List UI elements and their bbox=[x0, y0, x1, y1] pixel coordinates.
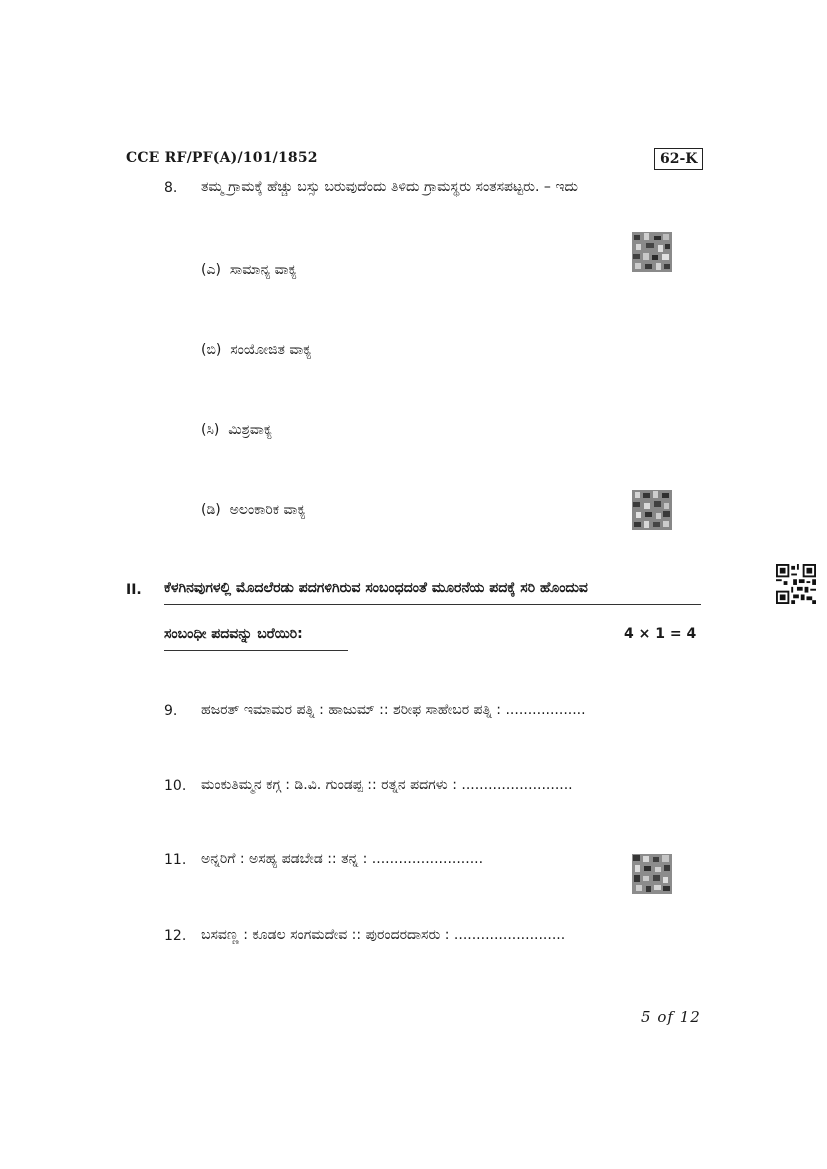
option-d-label: (ಡಿ) bbox=[201, 502, 221, 518]
page-total: 12 bbox=[679, 1008, 701, 1026]
qr-noise-pattern-3 bbox=[632, 854, 672, 894]
question-8-number: 8. bbox=[164, 180, 178, 196]
option-c-label: (ಸಿ) bbox=[201, 422, 220, 438]
section-2-underline-1 bbox=[164, 604, 701, 605]
option-b bbox=[201, 342, 312, 358]
option-d bbox=[201, 502, 306, 518]
option-a-label: (ಎ) bbox=[201, 262, 221, 278]
question-10-number: 10. bbox=[164, 778, 187, 794]
section-2-marks: 4 × 1 = 4 bbox=[624, 626, 697, 642]
question-12-number: 12. bbox=[164, 928, 187, 944]
page-number bbox=[641, 1008, 701, 1026]
section-2-numeral: II. bbox=[126, 582, 142, 598]
question-9-number: 9. bbox=[164, 703, 178, 719]
qr-noise-pattern-2 bbox=[632, 490, 672, 530]
question-10-text: ಮಂಕುತಿಮ್ಮನ ಕಗ್ಗ : ಡಿ.ವಿ. ಗುಂಡಪ್ಪ :: ರತ್ನನ ಪದಗಳು : ......................... bbox=[201, 777, 573, 793]
question-11-text: ಅನ್ನರಿಗೆ : ಅಸಹ್ಯ ಪಡಬೇಡ :: ತನ್ನ : ......................... bbox=[201, 851, 484, 867]
option-c bbox=[201, 422, 272, 438]
section-2-instruction-line-1: ಕೆಳಗಿನವುಗಳಲ್ಲಿ ಮೊದಲೆರಡು ಪದಗಳಿಗಿರುವ ಸಂಬಂಧದಂತೆ ಮೂರನೆಯ ಪದಕ್ಕೆ ಸರಿ ಹೊಂದುವ bbox=[164, 580, 588, 596]
option-b-label: (ಬಿ) bbox=[201, 342, 222, 358]
qr-noise-pattern-1 bbox=[632, 232, 672, 272]
question-8-text: ತಮ್ಮ ಗ್ರಾಮಕ್ಕೆ ಹೆಚ್ಚು ಬಸ್ಸು ಬರುವುದೆಂದು ತಿಳಿದು ಗ್ರಾಮಸ್ಥರು ಸಂತಸಪಟ್ಟರು. – ಇದು bbox=[201, 179, 578, 195]
section-2-underline-2 bbox=[164, 650, 348, 651]
option-a-text: ಸಾಮಾನ್ಯ ವಾಕ್ಯ bbox=[229, 262, 297, 278]
page-of: of bbox=[657, 1008, 674, 1026]
page-current: 5 bbox=[641, 1008, 652, 1026]
section-2-instruction-line-2: ಸಂಬಂಧೀ ಪದವನ್ನು ಬರೆಯಿರಿ: bbox=[164, 626, 303, 642]
question-11-number: 11. bbox=[164, 852, 187, 868]
option-a bbox=[201, 262, 297, 278]
option-c-text: ಮಿಶ್ರವಾಕ್ಯ bbox=[228, 422, 273, 438]
paper-code-badge: 62-K bbox=[654, 148, 703, 170]
question-12-text: ಬಸವಣ್ಣ : ಕೂಡಲ ಸಂಗಮದೇವ :: ಪುರಂದರದಾಸರು : ......................... bbox=[201, 927, 566, 943]
side-qr-code bbox=[776, 564, 816, 604]
exam-code: CCE RF/PF(A)/101/1852 bbox=[126, 150, 318, 166]
option-d-text: ಅಲಂಕಾರಿಕ ವಾಕ್ಯ bbox=[229, 502, 306, 518]
option-b-text: ಸಂಯೋಜಿತ ವಾಕ್ಯ bbox=[230, 342, 312, 358]
question-9-text: ಹಜರತ್ ಇಮಾಮರ ಪತ್ನಿ : ಹಾಜುಮ್ :: ಶರೀಫ ಸಾಹೇಬರ ಪತ್ನಿ : .................. bbox=[201, 702, 586, 718]
